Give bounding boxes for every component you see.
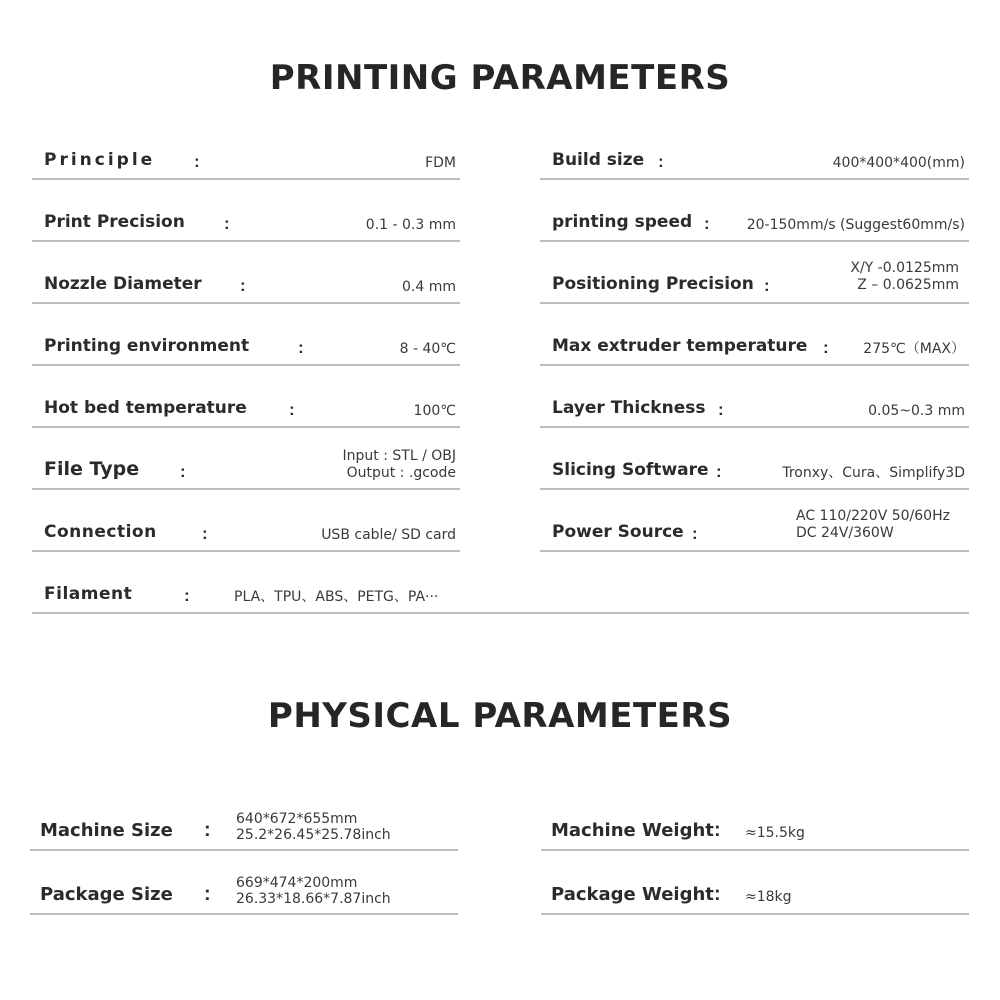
spec-row-nozzle-diameter [32,244,460,304]
spec-label: Max extruder temperature [552,336,808,356]
spec-label: Build size [552,150,645,170]
spec-value [236,875,391,907]
spec-value [236,811,391,843]
spec-value: ≈18kg [745,889,792,905]
spec-value-line: 640*672*655mm [236,811,358,827]
spec-colon: : [714,819,721,841]
printing-parameters-title: PRINTING PARAMETERS [269,58,731,98]
spec-value: 275℃（MAX） [863,341,965,357]
spec-row-package-weight [541,855,969,915]
spec-value [343,448,456,482]
spec-colon: : [718,400,724,419]
spec-row-build-size [540,120,969,180]
spec-row-connection [32,492,460,552]
spec-row-package-size [30,855,458,915]
spec-row-printing-speed [540,182,969,242]
spec-label: Filament [44,584,133,604]
spec-value: 8 - 40℃ [399,341,456,357]
spec-colon: : [184,586,190,605]
spec-label: Hot bed temperature [44,398,247,418]
spec-value [850,260,959,294]
spec-colon: : [704,214,710,233]
spec-colon: : [714,883,721,905]
spec-row-max-extruder-temperature [540,306,969,366]
spec-label: Printing environment [44,336,250,356]
spec-value: 0.05~0.3 mm [868,403,965,419]
spec-label: Layer Thickness [552,398,706,418]
spec-row-layer-thickness [540,368,969,428]
spec-colon: : [764,276,770,295]
spec-colon: : [658,152,664,171]
spec-label: File Type [44,458,140,480]
spec-row-machine-weight [541,791,969,851]
spec-value-line: Input : STL / OBJ [342,448,456,464]
spec-value-line: 669*474*200mm [236,875,358,891]
physical-parameters-title: PHYSICAL PARAMETERS [267,696,733,736]
spec-value: USB cable/ SD card [321,527,456,543]
spec-colon: : [298,338,304,357]
spec-label: Principle [44,150,156,170]
spec-value: PLA、TPU、ABS、PETG、PA··· [234,589,439,605]
spec-colon: : [224,214,230,233]
spec-colon: : [716,462,722,481]
spec-row-machine-size [30,791,458,851]
spec-label: Nozzle Diameter [44,274,202,294]
spec-label: printing speed [552,212,693,232]
spec-value: 0.1 - 0.3 mm [365,217,456,233]
spec-row-file-type [32,430,460,490]
spec-label: Slicing Software [552,460,709,480]
spec-row-printing-environment [32,306,460,366]
spec-row-hot-bed-temperature [32,368,460,428]
spec-colon: : [692,524,698,543]
spec-label: Connection [44,522,157,542]
spec-colon: : [823,338,829,357]
spec-label: Positioning Precision [552,274,754,294]
spec-value-line: DC 24V/360W [796,525,894,541]
spec-value-line: AC 110/220V 50/60Hz [796,508,950,524]
spec-label: Package Weight [551,884,714,905]
spec-value: FDM [425,155,456,171]
spec-colon: : [194,152,200,171]
spec-label: Machine Weight [551,820,714,841]
spec-colon: : [289,400,295,419]
spec-row-power-source [540,492,969,552]
spec-value: 400*400*400(mm) [832,155,965,171]
spec-row-filament [32,554,969,614]
spec-value-line: 25.2*26.45*25.78inch [236,827,391,843]
spec-row-principle [32,120,460,180]
spec-label: Print Precision [44,212,185,232]
spec-row-slicing-software [540,430,969,490]
spec-label: Package Size [40,884,173,905]
spec-label: Machine Size [40,820,173,841]
spec-value-line: 26.33*18.66*7.87inch [236,891,391,907]
spec-colon: : [202,524,208,543]
spec-value: ≈15.5kg [745,825,805,841]
spec-value: 0.4 mm [402,279,456,295]
spec-row-positioning-precision [540,244,969,304]
spec-value [796,508,950,542]
spec-value-line: Output : .gcode [346,465,456,481]
spec-value: Tronxy、Cura、Simplify3D [782,465,965,481]
spec-value-line: Z – 0.0625mm [857,277,959,293]
spec-row-print-precision [32,182,460,242]
spec-colon: : [204,819,211,841]
spec-value-line: X/Y -0.0125mm [850,260,959,276]
spec-value: 100℃ [413,403,456,419]
spec-colon: : [240,276,246,295]
spec-colon: : [204,883,211,905]
spec-value: 20-150mm/s (Suggest60mm/s) [746,217,965,233]
spec-colon: : [180,462,186,481]
spec-label: Power Source [552,522,684,542]
